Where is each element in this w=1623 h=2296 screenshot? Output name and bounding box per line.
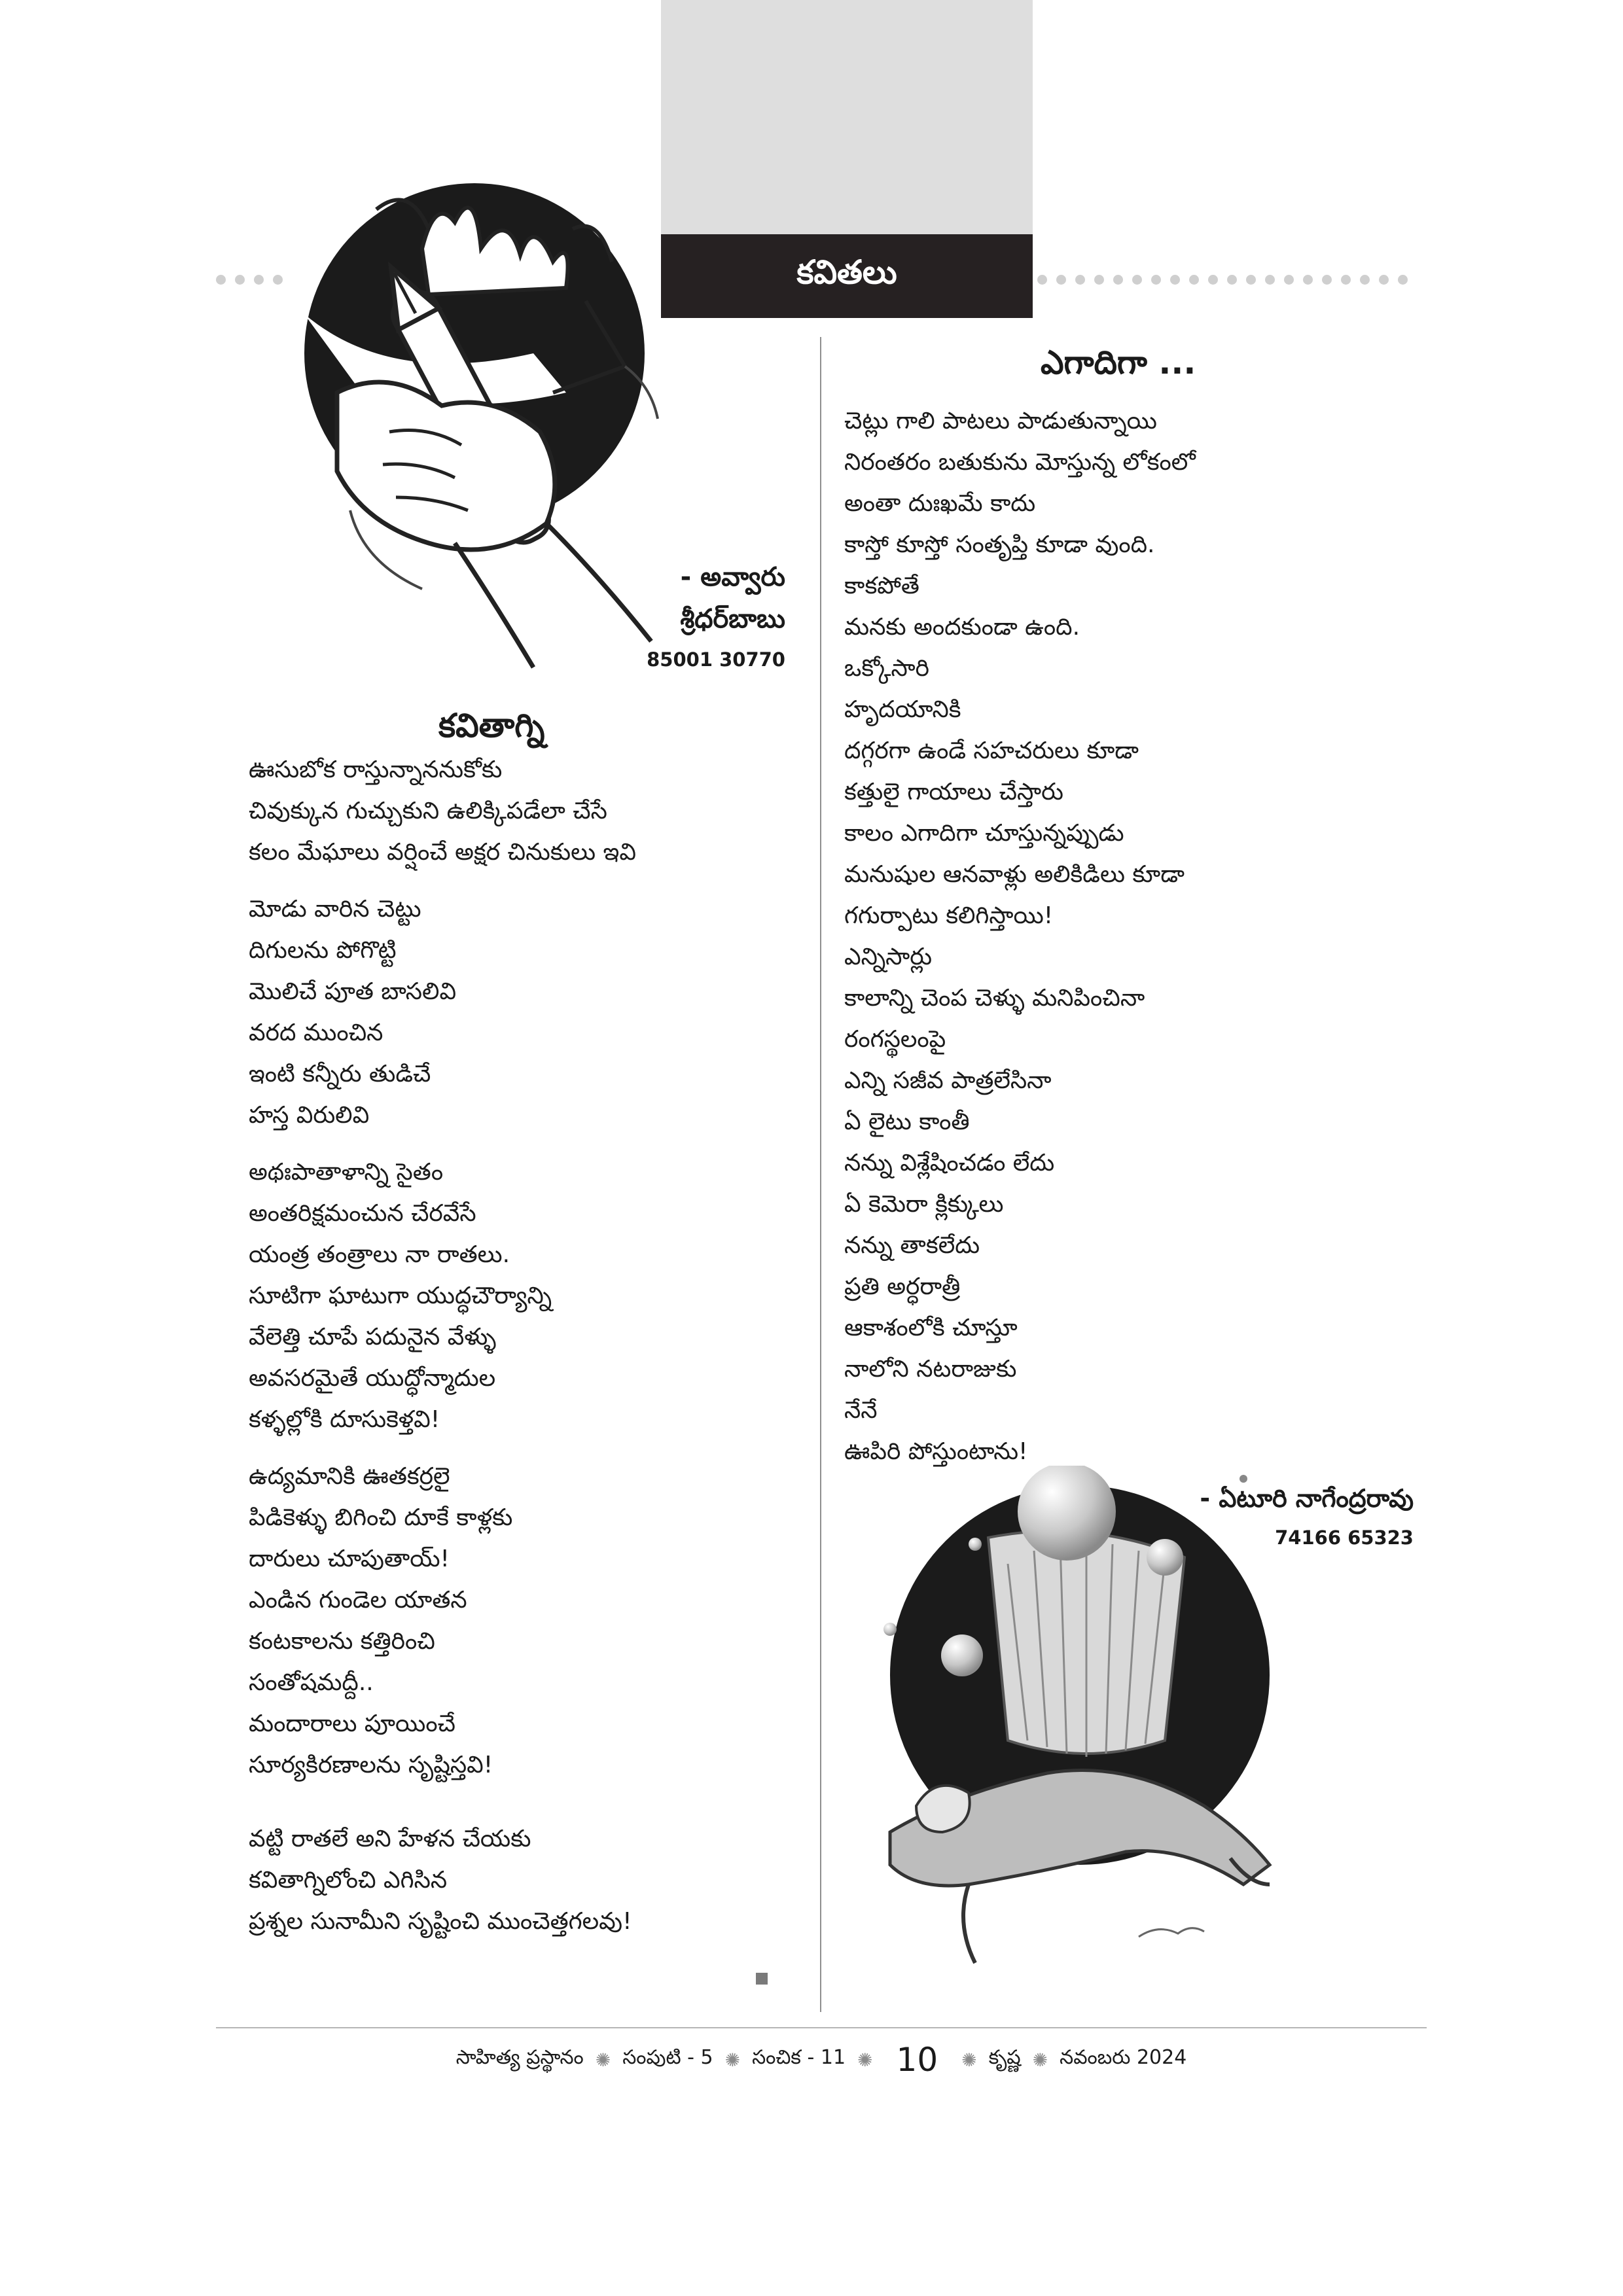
poem-line: ప్రతి అర్ధరాత్రీ xyxy=(844,1273,961,1300)
poem-line: హస్త విరులివి xyxy=(249,1102,370,1129)
poem-line: కాలాన్ని చెంప చెళ్ళు మనిపించినా xyxy=(844,985,1145,1012)
poem-line: మోడు వారిన చెట్టు xyxy=(249,896,421,923)
poem-line: మొలిచే పూత బాసలివి xyxy=(249,978,457,1005)
issue-date: నవంబరు 2024 xyxy=(1060,2046,1187,2069)
poem-line: సూటిగా ఘాటుగా యుద్ధచౌర్యాన్ని xyxy=(249,1282,552,1309)
issue-number: సంచిక - 11 xyxy=(752,2046,846,2069)
poem-line: ఎన్నిసార్లు xyxy=(844,944,933,970)
poem-line: ఏ కెమెరా క్లిక్కులు xyxy=(844,1191,1004,1218)
poem-line: ప్రశ్నల సునామీని సృష్టించి ముంచెత్తగలవు! xyxy=(249,1908,632,1935)
poem-line: అవసరమైతే యుద్ధోన్మాదుల xyxy=(249,1365,496,1392)
poem-line: అంతా దుఃఖమే కాదు xyxy=(844,490,1036,517)
right-poem-title: ఎగాదిగా ... xyxy=(1041,344,1196,381)
poem-line: ఒక్కోసారి xyxy=(844,655,929,682)
poem-line: కలం మేఘాలు వర్షించే అక్షర చినుకులు ఇవి xyxy=(249,839,636,866)
poem-line: వరద ముంచిన xyxy=(249,1019,383,1046)
poem-line: వట్టి రాతలే అని హేళన చేయకు xyxy=(249,1826,531,1852)
left-poem-body xyxy=(249,749,636,1942)
poem-line: దారులు చూపుతాయ్! xyxy=(249,1545,450,1572)
poem-line: మనుషుల ఆనవాళ్లు అలికిడిలు కూడా xyxy=(844,861,1185,888)
page-number: 10 xyxy=(896,2041,938,2079)
poem-line: ఏ లైటు కాంతీ xyxy=(844,1108,970,1135)
poem-line: కాస్తో కూస్తో సంతృప్తి కూడా వుంది. xyxy=(844,531,1155,558)
poem-line: ఎండిన గుండెల యాతన xyxy=(249,1587,467,1614)
poem-line: గగుర్పాటు కలిగిస్తాయి! xyxy=(844,902,1054,929)
separator-icon: ✺ xyxy=(724,2049,741,2071)
poem-line: ఇంటి కన్నీరు తుడిచే xyxy=(249,1061,431,1087)
poem-line: అంతరిక్షమంచున చేరవేసే xyxy=(249,1200,476,1227)
separator-icon: ✺ xyxy=(1032,2049,1048,2071)
poem-line: చెట్లు గాలి పాటలు పాడుతున్నాయి xyxy=(844,408,1157,434)
end-mark xyxy=(756,1973,768,1985)
separator-icon: ✺ xyxy=(857,2049,873,2071)
poem-line: రంగస్థలంపై xyxy=(844,1026,946,1053)
author-phone: 85001 30770 xyxy=(647,648,785,671)
poem-line: ఊపిరి పోస్తుంటాను! xyxy=(844,1438,1028,1465)
author-prefix: - అవ్వారు xyxy=(680,562,785,592)
poem-line: అథఃపాతాళాన్ని సైతం xyxy=(249,1159,444,1186)
right-poem-body xyxy=(844,400,1196,1472)
month-name: కృష్ణ xyxy=(988,2046,1021,2069)
poem-line: సూర్యకిరణాలను సృష్టిస్తవి! xyxy=(249,1752,493,1778)
magazine-name: సాహిత్య ప్రస్థానం xyxy=(455,2046,584,2069)
poem-line: నాలోని నటరాజుకు xyxy=(844,1356,1017,1383)
poem-line: వేలెత్తి చూపే పదునైన వేళ్ళు xyxy=(249,1324,497,1351)
poem-line: యంత్ర తంత్రాలు నా రాతలు. xyxy=(249,1241,510,1268)
section-title: కవితలు xyxy=(661,234,1033,318)
separator-icon: ✺ xyxy=(595,2049,611,2071)
poem-line: ఎన్ని సజీవ పాత్రలేసినా xyxy=(844,1067,1052,1094)
poem-line: సంతోషమద్దీ.. xyxy=(249,1669,374,1696)
poem-line: కంటకాలను కత్తిరించి xyxy=(249,1628,435,1655)
poem-line: నన్ను తాకలేదు xyxy=(844,1232,980,1259)
poem-line: పిడికెళ్ళు బిగించి దూకే కాళ్లకు xyxy=(249,1504,513,1531)
author-phone: 74166 65323 xyxy=(1275,1527,1414,1549)
poem-line: మందారాలు పూయించే xyxy=(249,1710,455,1737)
poem-line: కాకపోతే xyxy=(844,573,919,599)
poem-line: కళ్ళల్లోకి దూసుకెళ్తవి! xyxy=(249,1406,440,1433)
left-poem-credit xyxy=(647,556,785,673)
poem-line: కవితాగ్నిలోంచి ఎగిసిన xyxy=(249,1867,448,1894)
poem-line: ఉద్యమానికి ఊతకర్రలై xyxy=(249,1463,450,1490)
footer-rule xyxy=(216,2027,1427,2028)
poem-line: దగ్గరగా ఉండే సహచరులు కూడా xyxy=(844,737,1139,764)
page-footer xyxy=(216,2034,1427,2086)
volume-number: సంపుటి - 5 xyxy=(622,2046,713,2069)
author-name: - ఏటూరి నాగేంద్రరావు xyxy=(1200,1484,1414,1513)
dot-leader-right xyxy=(1037,275,1430,285)
left-poem-title: కవితాగ్ని xyxy=(438,707,545,745)
separator-icon: ✺ xyxy=(961,2049,977,2071)
figure-bubbles-illustration xyxy=(877,1466,1289,1983)
poem-line: హృదయానికి xyxy=(844,696,961,723)
poem-line: నిరంతరం బతుకును మోస్తున్న లోకంలో xyxy=(844,449,1196,476)
poem-line: కాలం ఎగాదిగా చూస్తున్నప్పుడు xyxy=(844,820,1124,847)
poem-line: కత్తులై గాయాలు చేస్తారు xyxy=(844,779,1063,805)
poem-line: నన్ను విశ్లేషించడం లేదు xyxy=(844,1150,1055,1176)
poem-line: మనకు అందకుండా ఉంది. xyxy=(844,614,1080,641)
poem-line: చివుక్కున గుచ్చుకుని ఉలిక్కిపడేలా చేసే xyxy=(249,798,607,824)
author-name: శ్రీధర్‌బాబు xyxy=(680,604,785,634)
poem-line: ఊసుబోక రాస్తున్నాననుకోకు xyxy=(249,756,503,783)
poem-line: దిగులను పోగొట్టి xyxy=(249,937,397,964)
poem-line: నేనే xyxy=(844,1397,878,1424)
poem-line: ఆకాశంలోకి చూస్తూ xyxy=(844,1315,1018,1341)
column-divider xyxy=(820,337,821,2012)
